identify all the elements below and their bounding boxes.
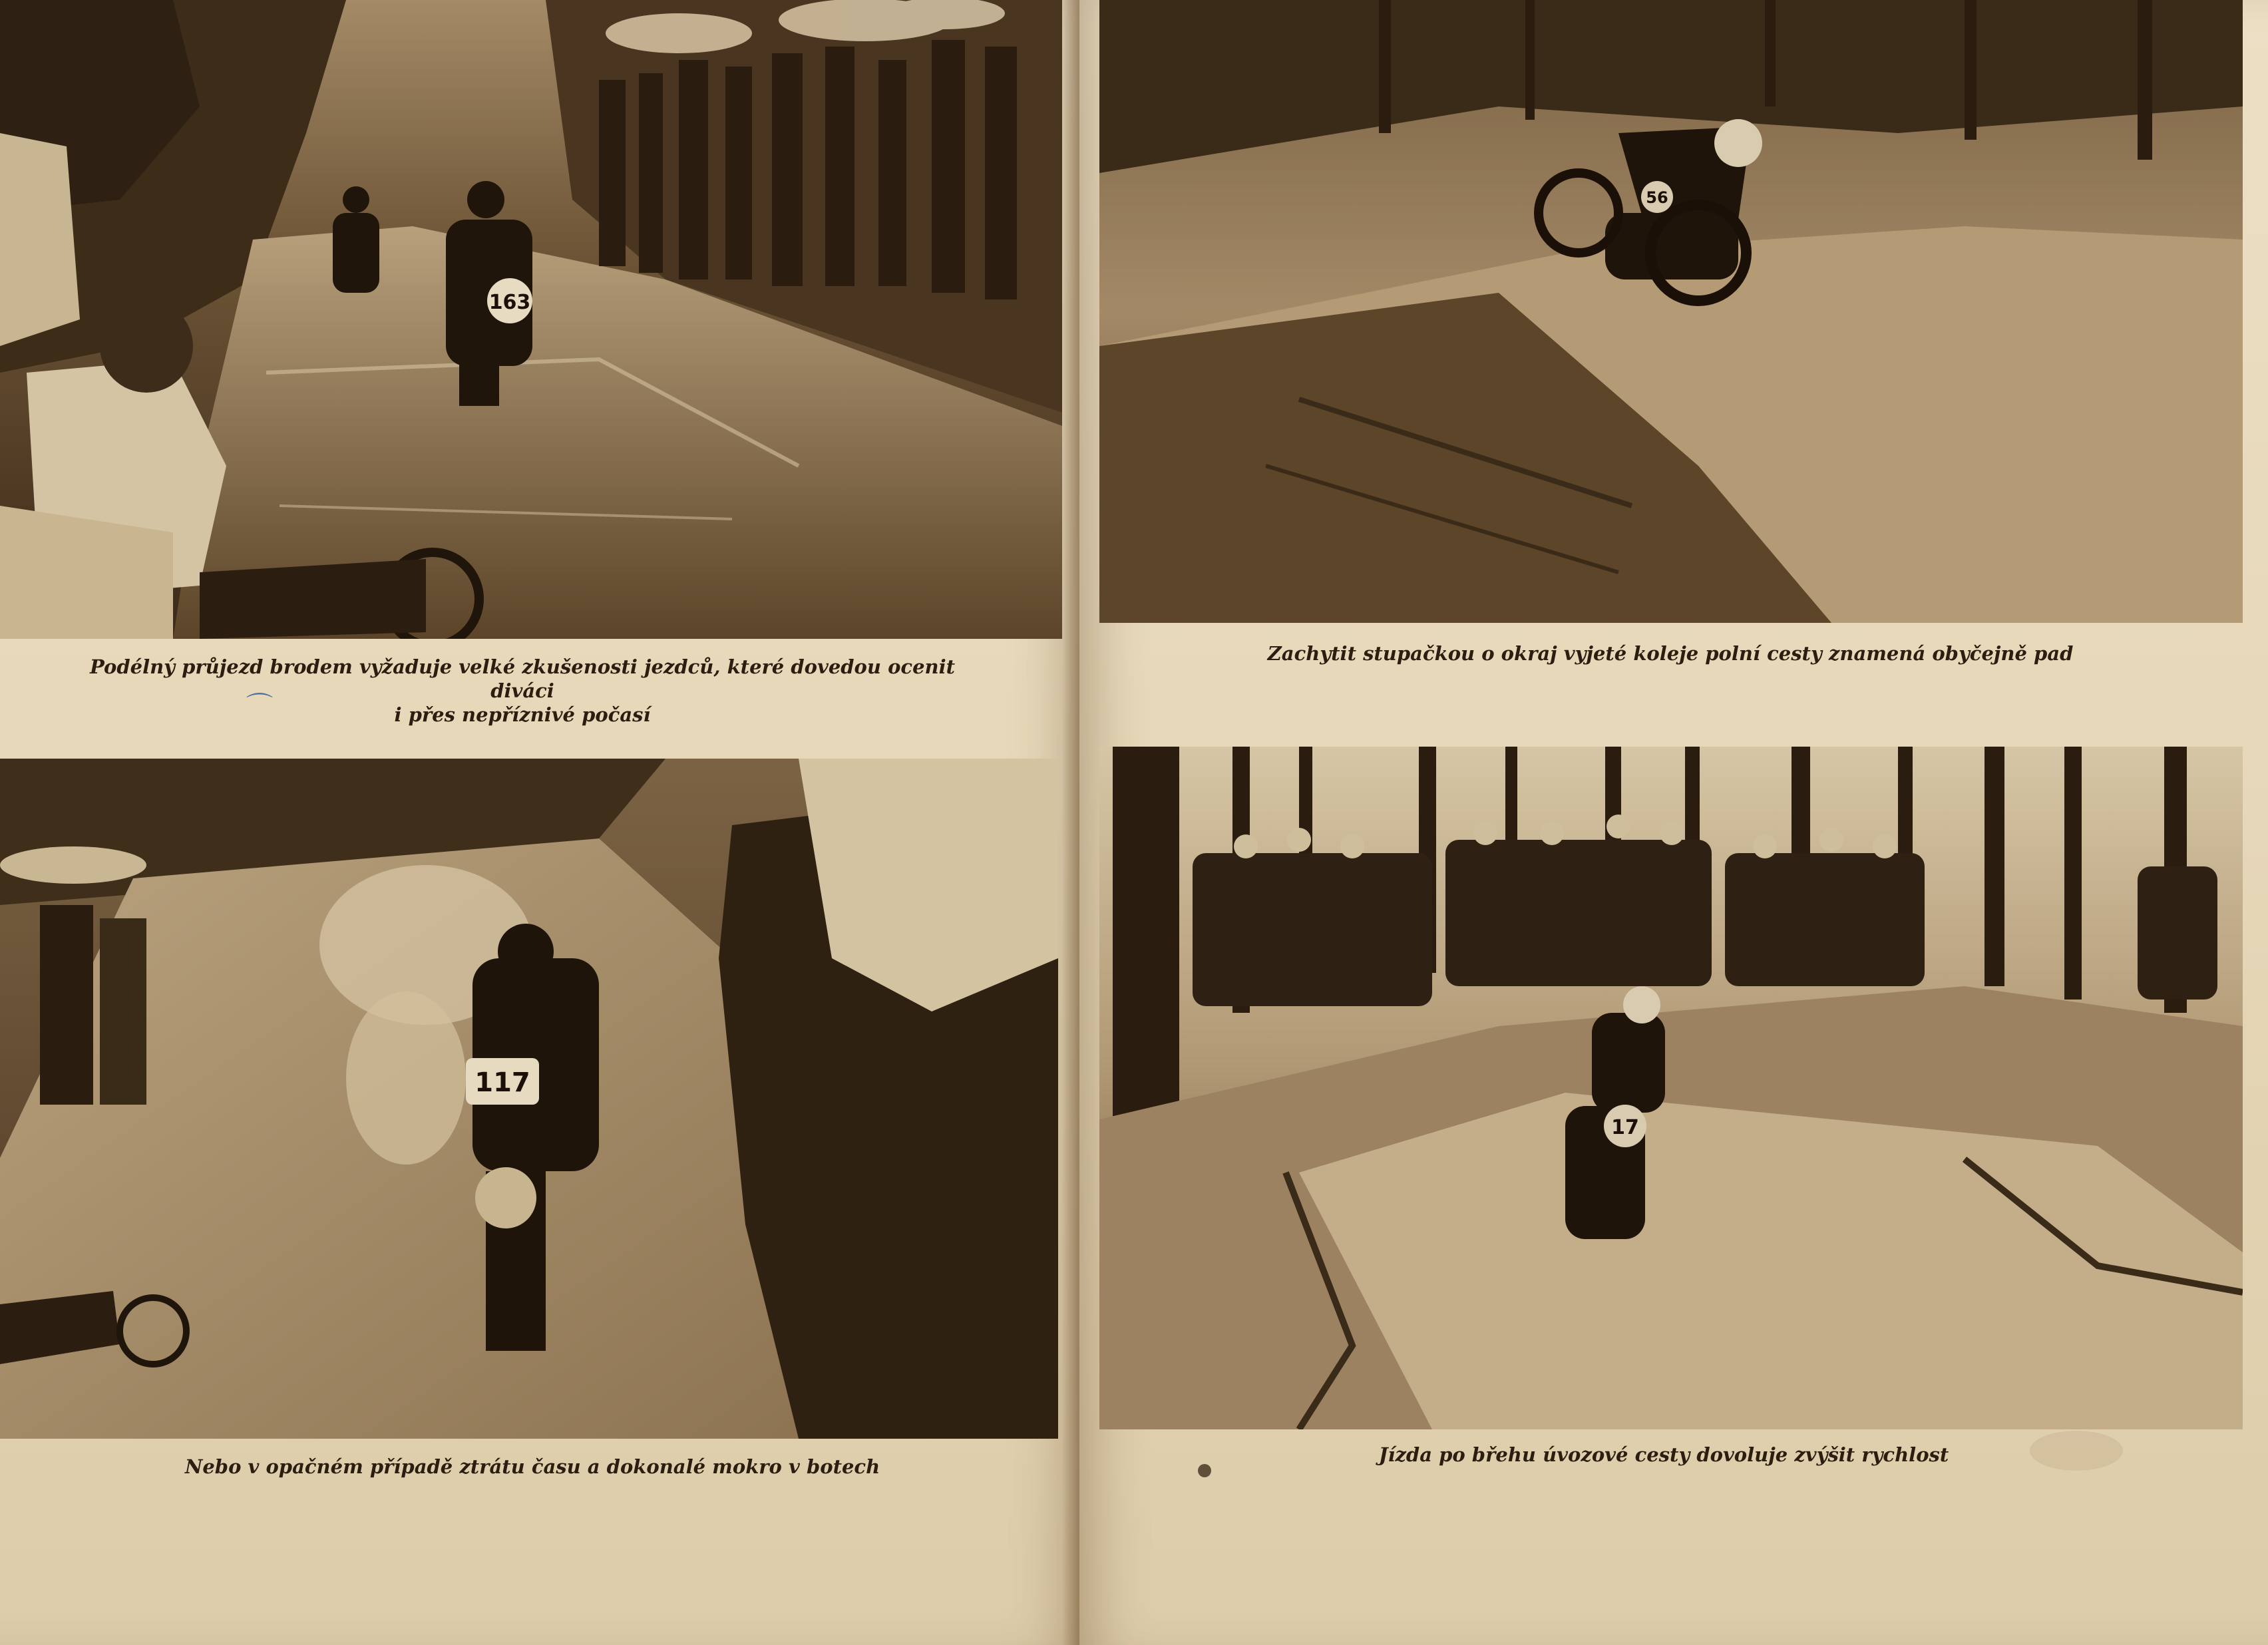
ford-crossing-caption <box>80 655 965 727</box>
rider-number-163: 163 <box>488 291 531 314</box>
forest-path-caption: Jízda po břehu úvozové cesty dovoluje zvýšit rychlost <box>1378 1443 1949 1466</box>
paper-stain <box>2030 1431 2123 1471</box>
ford-caption-line1: Podélný průjezd brodem vyžaduje velké zkušenosti jezdců, které dovedou ocenit diváci <box>89 655 956 702</box>
water-splash-photo <box>0 759 1058 1439</box>
ink-dot <box>1198 1464 1211 1477</box>
left-page <box>0 0 1079 1645</box>
rider-number-56: 56 <box>1646 188 1668 207</box>
rider-number-17: 17 <box>1611 1116 1639 1139</box>
water-splash-caption: Nebo v opačném případě ztrátu času a dokonalé mokro v botech <box>184 1455 880 1478</box>
ford-crossing-photo <box>0 0 1062 639</box>
field-road-bank-photo <box>1099 0 2243 623</box>
ford-caption-line2: i přes nepříznivé počasí <box>394 703 651 726</box>
field-road-bank-caption: Zachytit stupačkou o okraj vyjeté koleje polní cesty znamená obyčejně pad <box>1267 642 2074 665</box>
pen-mark: ⌒ <box>246 691 273 722</box>
forest-path-photo <box>1099 747 2243 1429</box>
rider-number-117: 117 <box>474 1067 530 1098</box>
